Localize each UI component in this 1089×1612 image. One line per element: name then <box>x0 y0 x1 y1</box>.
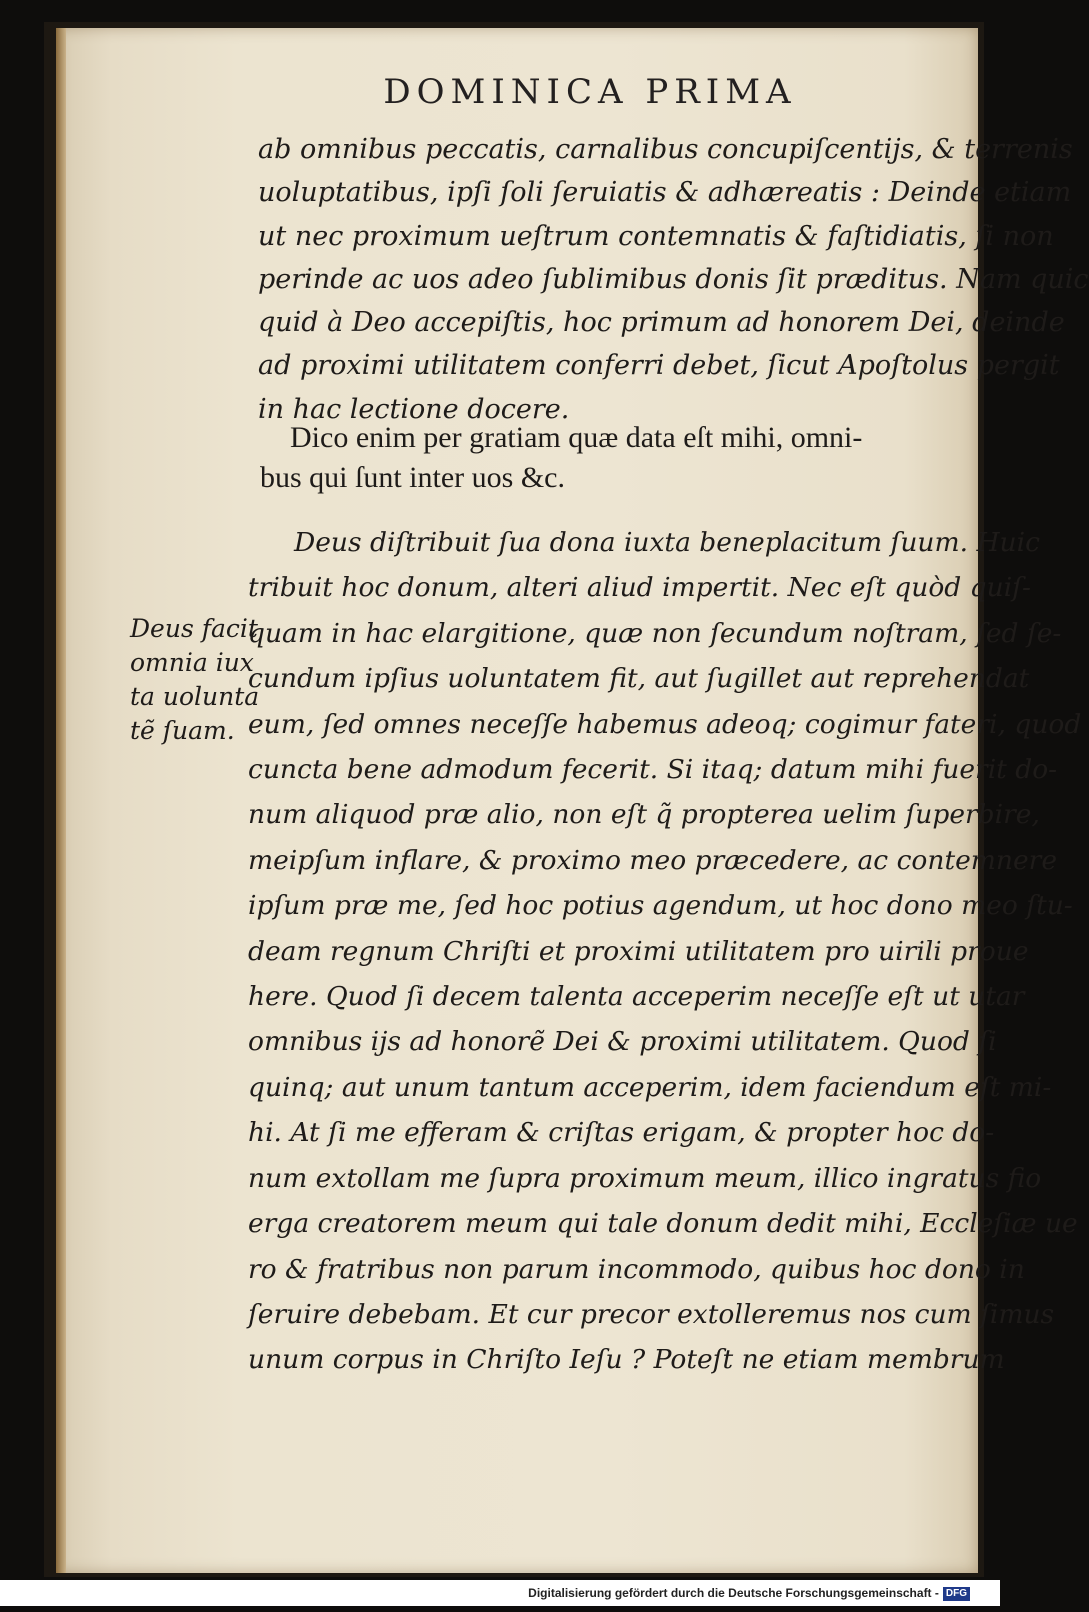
text-line: num extollam me ſupra proximum meum, illico ingratus fio <box>248 1162 1042 1194</box>
marginal-note <box>130 612 259 748</box>
text-line: cuncta bene admodum fecerit. Si itaq; datum mihi fuerit do- <box>248 754 1058 786</box>
text-line: uoluptatibus, ipſi ſoli ſeruiatis & adhæreatis : Deinde etiam <box>258 177 1072 209</box>
text-line: quam in hac elargitione, quæ non ſecundum noſtram, ſed ſe- <box>248 617 1062 649</box>
page-binding-edge <box>56 28 66 1573</box>
text-line: meipſum inflare, & proximo meo præcedere, ac contemnere <box>248 844 1058 876</box>
footer-credit: Digitalisierung gefördert durch die Deutsche Forschungsgemeinschaft - <box>528 1586 939 1600</box>
text-line: deam regnum Chriſti et proximi utilitatem pro uirili proue <box>248 935 1029 967</box>
text-line: bus qui ſunt inter uos &c. <box>260 461 565 494</box>
paragraph-3 <box>248 520 1081 1383</box>
running-title: DOMINICA PRIMA <box>383 72 797 112</box>
text-line: Dico enim per gratiam quæ data eſt mihi, omni- <box>290 421 863 454</box>
text-line: here. Quod ſi decem talenta acceperim neceſſe eſt ut utar <box>248 981 1025 1013</box>
dfg-logo: DFG <box>943 1587 970 1601</box>
text-line: eum, ſed omnes neceſſe habemus adeoq; cogimur fateri, quod <box>248 708 1082 740</box>
marginal-line: Deus facit <box>130 614 258 643</box>
text-line: ad proximi utilitatem conferri debet, ſicut Apoſtolus pergit <box>258 350 1060 382</box>
text-line: ipſum præ me, ſed hoc potius agendum, ut hoc dono meo ſtu- <box>248 890 1073 922</box>
text-line: quid à Deo accepiſtis, hoc primum ad honorem Dei, deinde <box>258 307 1065 339</box>
scripture-quote <box>260 418 862 498</box>
text-line: ut nec proximum ueſtrum contemnatis & faſtidiatis, ſi non <box>258 220 1054 252</box>
text-line: omnibus ijs ad honorẽ Dei & proximi utilitatem. Quod ſi <box>248 1026 997 1058</box>
marginal-line: ta uolunta <box>130 682 260 711</box>
text-line: perinde ac uos adeo ſublimibus donis ſit præditus. Nam quic <box>258 263 1089 295</box>
text-line: ro & fratribus non parum incommodo, quibus hoc dono in <box>248 1253 1025 1285</box>
marginal-line: omnia iux <box>130 648 254 677</box>
paragraph-1 <box>258 128 1089 431</box>
text-line: num aliquod præ alio, non eſt q̃ propterea uelim ſuperbire, <box>248 799 1040 831</box>
text-line: cundum ipſius uoluntatem fit, aut ſugillet aut reprehendat <box>248 663 1030 695</box>
text-line: ſeruire debebam. Et cur precor extolleremus nos cum ſimus <box>248 1298 1055 1330</box>
digitization-footer <box>0 1580 1000 1606</box>
text-line: quinq; aut unum tantum acceperim, idem faciendum eſt mi- <box>248 1071 1052 1103</box>
text-line: Deus diſtribuit ſua dona iuxta beneplacitum ſuum. Huic <box>294 527 1040 558</box>
text-line: tribuit hoc donum, alteri aliud impertit. Nec eſt quòd quiſ- <box>248 572 1031 604</box>
text-line: hi. At ſi me efferam & criſtas erigam, & propter hoc do- <box>248 1117 995 1149</box>
text-line: unum corpus in Chriſto Ieſu ? Poteſt ne etiam membrum <box>248 1344 1005 1376</box>
text-line: ab omnibus peccatis, carnalibus concupiſcentijs, & terrenis <box>258 134 1073 165</box>
marginal-line: tẽ ſuam. <box>130 716 235 745</box>
text-line: in hac lectione docere. <box>258 393 570 425</box>
text-line: erga creatorem meum qui tale donum dedit mihi, Eccleſiæ ue <box>248 1208 1078 1240</box>
